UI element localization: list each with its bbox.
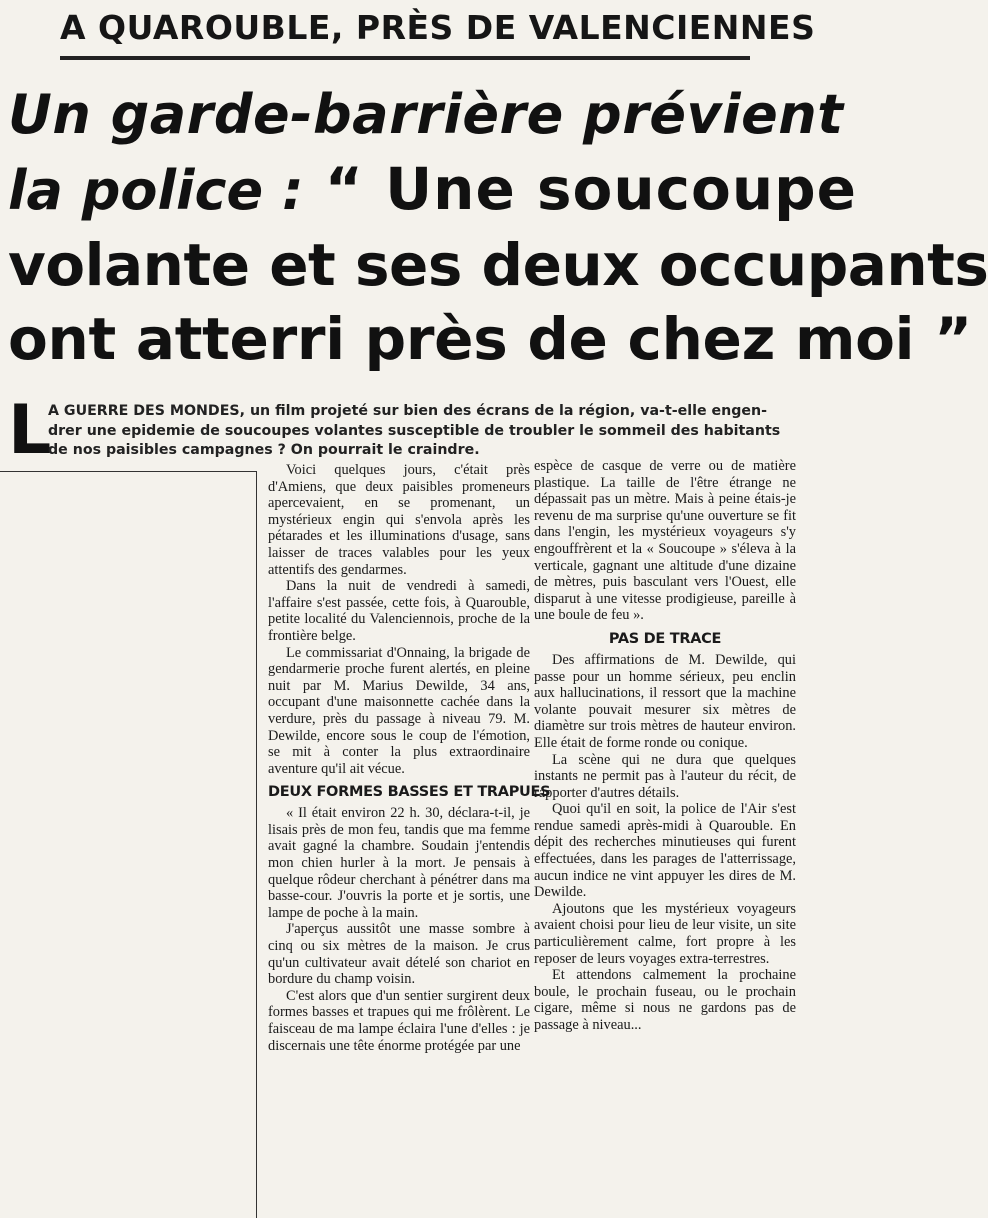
kicker-title: A QUAROUBLE, PRÈS DE VALENCIENNES bbox=[60, 4, 750, 60]
subheading: PAS DE TRACE bbox=[608, 630, 722, 647]
headline-line-2 bbox=[8, 152, 858, 228]
lead-line-3: de nos paisibles campagnes ? On pourrait le craindre. bbox=[48, 442, 480, 458]
headline-line-4: ont atterri près de chez moi ” bbox=[8, 305, 972, 373]
headline-line-1: Un garde-barrière prévient bbox=[8, 83, 844, 146]
lead-paragraph bbox=[8, 391, 790, 470]
paragraph: « Il était environ 22 h. 30, déclara-t-il, je lisais près de mon feu, tandis que ma femme avait gagné la chambre. Soudain j'entendis mon chien hurler à la mort. Je pensais à quelque rôdeur cherchant à pénétrer dans ma basse-cour. J'ouvris la porte et je sortis, une lampe de poche à la main. bbox=[268, 805, 530, 921]
paragraph: Le commissariat d'Onnaing, la brigade de gendarmerie proche furent alertés, en pleine nuit par M. Marius Dewilde, 34 ans, occupant d'une maisonnette cachée dans la verdure, près du passage à niveau 79. M. Dewilde, encore sous le coup de l'émotion, se mit à conter la plus extraordinaire aventure qu'il ait vécue. bbox=[268, 644, 530, 777]
paragraph: Ajoutons que les mystérieux voyageurs avaient choisi pour lieu de leur visite, un site particulièrement calme, fort propre à les reposer de leurs voyages extra-terrestres. bbox=[534, 900, 796, 967]
headline-line-2-upright: “ Une soucoupe bbox=[303, 155, 858, 223]
paragraph: Quoi qu'il en soit, la police de l'Air s'est rendue samedi après-midi à Quarouble. En dépit des recherches minutieuses qui furent effectuées, dans les parages de l'atterrissage, aucun indice ne vint appuyer les dires de M. Dewilde. bbox=[534, 801, 796, 901]
lead-text bbox=[48, 402, 790, 461]
headline-line-3: volante et ses deux occupants bbox=[8, 231, 988, 299]
frame-rule-horizontal bbox=[0, 471, 257, 472]
paragraph: C'est alors que d'un sentier surgirent deux formes basses et trapues qui me frôlèrent. Le faisceau de ma lampe éclaira l'une d'elles : je discernais une tête énorme protégée par une bbox=[268, 987, 530, 1054]
paragraph: Dans la nuit de vendredi à samedi, l'affaire s'est passée, cette fois, à Quarouble, petite localité du Valenciennois, proche de la frontière belge. bbox=[268, 578, 530, 644]
headline bbox=[8, 78, 988, 376]
drop-cap: L bbox=[8, 391, 52, 470]
paragraph: J'aperçus aussitôt une masse sombre à cinq ou six mètres de la maison. Je crus qu'un cultivateur avait dételé son chariot en bordure du champ voisin. bbox=[268, 921, 530, 988]
lead-line-2: drer une epidemie de soucoupes volantes susceptible de troubler le sommeil des habitants bbox=[48, 422, 781, 439]
paragraph: espèce de casque de verre ou de matière plastique. La taille de l'être étrange ne dépassait pas un mètre. Mais à peine étais-je revenu de ma surprise qu'une ouverture se fit dans l'engin, les mystérieux voyageurs s'y engouffrèrent et la « Soucoupe » s'éleva à la verticale, gagnant une altitude d'une dizaine de mètres, puis basculant vers l'Ouest, elle disparut à une vitesse prodigieuse, pareille à une boule de feu ». bbox=[534, 458, 796, 624]
paragraph: Des affirmations de M. Dewilde, qui passe pour un homme sérieux, peu enclin aux hallucinations, il ressort que la machine volante pouvait mesurer six mètres de diamètre sur trois mètres de hauteur environ. Elle était de forme ronde ou conique. bbox=[534, 651, 796, 751]
paragraph: Et attendons calmement la prochaine boule, le prochain fuseau, ou le prochain cigare, même si nous ne gardons pas de passage à niveau... bbox=[534, 967, 796, 1033]
lead-line-1: A GUERRE DES MONDES, un film projeté sur bien des écrans de la région, va-t-elle engen- bbox=[48, 403, 768, 419]
article-column-1 bbox=[268, 462, 551, 1054]
frame-rule-vertical bbox=[256, 471, 257, 1218]
article-column-2 bbox=[534, 458, 796, 1034]
paragraph: La scène qui ne dura que quelques instants ne permit pas à l'auteur du récit, de rapporter d'autres détails. bbox=[534, 751, 796, 801]
subheading: DEUX FORMES BASSES ET TRAPUES bbox=[268, 784, 551, 801]
headline-line-2-italic: la police : bbox=[8, 159, 304, 222]
paragraph: Voici quelques jours, c'était près d'Amiens, que deux paisibles promeneurs apercevaient, en se promenant, un mystérieux engin qui s'envola après les pétarades et les illuminations d'usage, sans laisser de traces valables pour les yeux attentifs des gendarmes. bbox=[268, 462, 530, 578]
